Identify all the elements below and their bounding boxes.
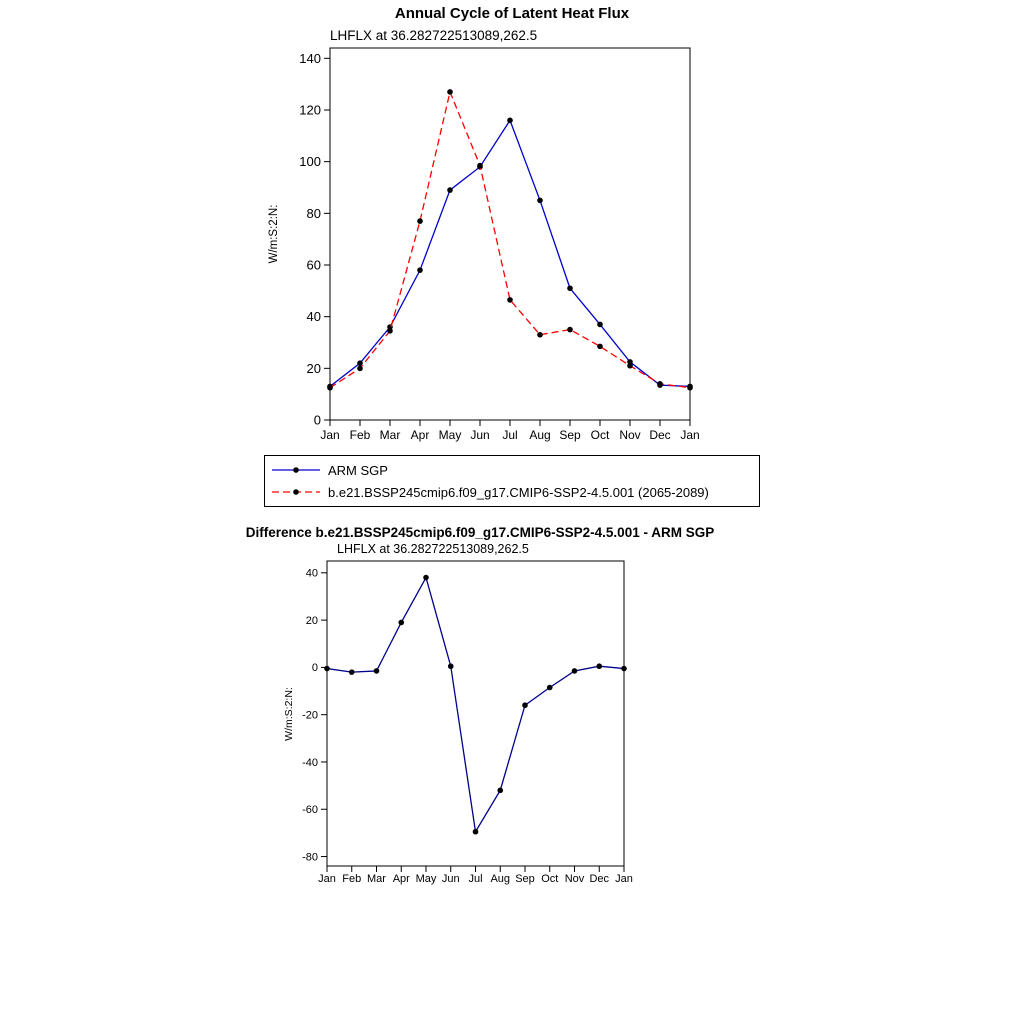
- data-point: [349, 669, 355, 675]
- x-tick-label: May: [415, 873, 437, 885]
- y-tick-label: -40: [302, 756, 318, 769]
- x-tick-label: Mar: [379, 428, 401, 442]
- legend-item-model: [270, 481, 754, 503]
- x-tick-label: Jun: [441, 873, 460, 885]
- x-tick-label: Aug: [490, 873, 511, 885]
- x-tick-label: Nov: [564, 873, 585, 885]
- data-point: [423, 575, 429, 581]
- x-tick-label: Mar: [367, 873, 386, 885]
- data-point: [448, 663, 454, 669]
- plot-frame: [330, 48, 690, 420]
- x-tick-label: Dec: [649, 428, 671, 442]
- data-point: [357, 366, 363, 372]
- y-axis-label: W/m:S:2:N:: [268, 204, 280, 264]
- y-tick-label: 20: [306, 360, 321, 376]
- data-point: [447, 187, 453, 193]
- data-point: [657, 381, 663, 387]
- x-tick-label: Oct: [541, 873, 559, 885]
- data-point: [417, 218, 423, 224]
- x-tick-label: May: [438, 428, 462, 442]
- data-point: [507, 118, 513, 124]
- data-point: [398, 620, 404, 626]
- data-point: [477, 163, 483, 169]
- data-point: [596, 663, 602, 669]
- x-tick-label: Jan: [615, 873, 633, 885]
- x-tick-label: Dec: [589, 873, 610, 885]
- series-line: [330, 92, 690, 388]
- y-tick-label: 60: [306, 257, 321, 273]
- data-point: [567, 285, 573, 291]
- y-tick-label: 80: [306, 205, 321, 221]
- series-line: [330, 120, 690, 386]
- x-tick-label: Aug: [529, 428, 551, 442]
- data-point: [473, 829, 479, 835]
- y-tick-label: -60: [302, 804, 318, 817]
- legend-label-model: b.e21.BSSP245cmip6.f09_g17.CMIP6-SSP2-4.5.001 (2065-2089): [328, 484, 709, 500]
- series-line: [327, 578, 624, 832]
- x-tick-label: Sep: [559, 428, 581, 442]
- x-tick-label: Jan: [680, 428, 700, 442]
- y-tick-label: 0: [311, 662, 318, 675]
- chart1-title: Annual Cycle of Latent Heat Flux: [394, 5, 630, 22]
- y-tick-label: 20: [305, 614, 318, 627]
- legend-label-arm-sgp: ARM SGP: [328, 462, 388, 478]
- chart2-title: Difference b.e21.BSSP245cmip6.f09_g17.CMIP6-SSP2-4.5.001 - ARM SGP: [245, 525, 715, 540]
- x-tick-label: Sep: [515, 873, 535, 885]
- chart1-subtitle: LHFLX at 36.282722513089,262.5: [330, 28, 538, 43]
- chart2-subtitle: LHFLX at 36.282722513089,262.5: [337, 542, 529, 556]
- data-point: [597, 344, 603, 350]
- x-tick-label: Jul: [502, 428, 518, 442]
- x-tick-label: Jan: [318, 873, 336, 885]
- data-point: [572, 668, 578, 674]
- legend-item-arm-sgp: [270, 459, 754, 481]
- x-tick-label: Nov: [619, 428, 641, 442]
- y-tick-label: 40: [306, 309, 321, 325]
- data-point: [417, 267, 423, 273]
- data-point: [447, 89, 453, 95]
- data-point: [627, 363, 633, 369]
- x-tick-label: Jul: [468, 873, 483, 885]
- data-point: [324, 666, 330, 672]
- data-point: [522, 702, 528, 708]
- data-point: [567, 327, 573, 333]
- data-point: [621, 666, 627, 672]
- x-tick-label: Apr: [392, 873, 410, 885]
- y-tick-label: -80: [302, 851, 318, 864]
- chart1-plot-area: [0, 44, 780, 456]
- x-tick-label: Feb: [342, 873, 362, 885]
- data-point: [327, 385, 333, 391]
- data-point: [387, 328, 393, 334]
- y-tick-label: 120: [299, 102, 321, 118]
- chart2-plot-area: [0, 556, 700, 890]
- data-point: [507, 297, 513, 303]
- legend-line-sample-dashed: [270, 485, 322, 499]
- y-tick-label: 140: [299, 50, 321, 66]
- y-axis-label: W/m:S:2:N:: [283, 687, 295, 741]
- x-tick-label: Oct: [590, 428, 610, 442]
- legend-line-sample-solid: [270, 463, 322, 477]
- x-tick-label: Apr: [410, 428, 430, 442]
- y-tick-label: 100: [299, 154, 321, 170]
- data-point: [547, 685, 553, 691]
- plot-frame: [327, 561, 624, 866]
- data-point: [497, 788, 503, 794]
- data-point: [537, 332, 543, 338]
- x-tick-label: Jun: [470, 428, 490, 442]
- x-tick-label: Jan: [320, 428, 340, 442]
- data-point: [687, 385, 693, 391]
- y-tick-label: -20: [302, 709, 318, 722]
- data-point: [597, 322, 603, 328]
- data-point: [537, 198, 543, 204]
- data-point: [374, 668, 380, 674]
- legend: [264, 455, 760, 507]
- x-tick-label: Feb: [349, 428, 371, 442]
- y-tick-label: 40: [305, 567, 318, 580]
- y-tick-label: 0: [313, 412, 321, 428]
